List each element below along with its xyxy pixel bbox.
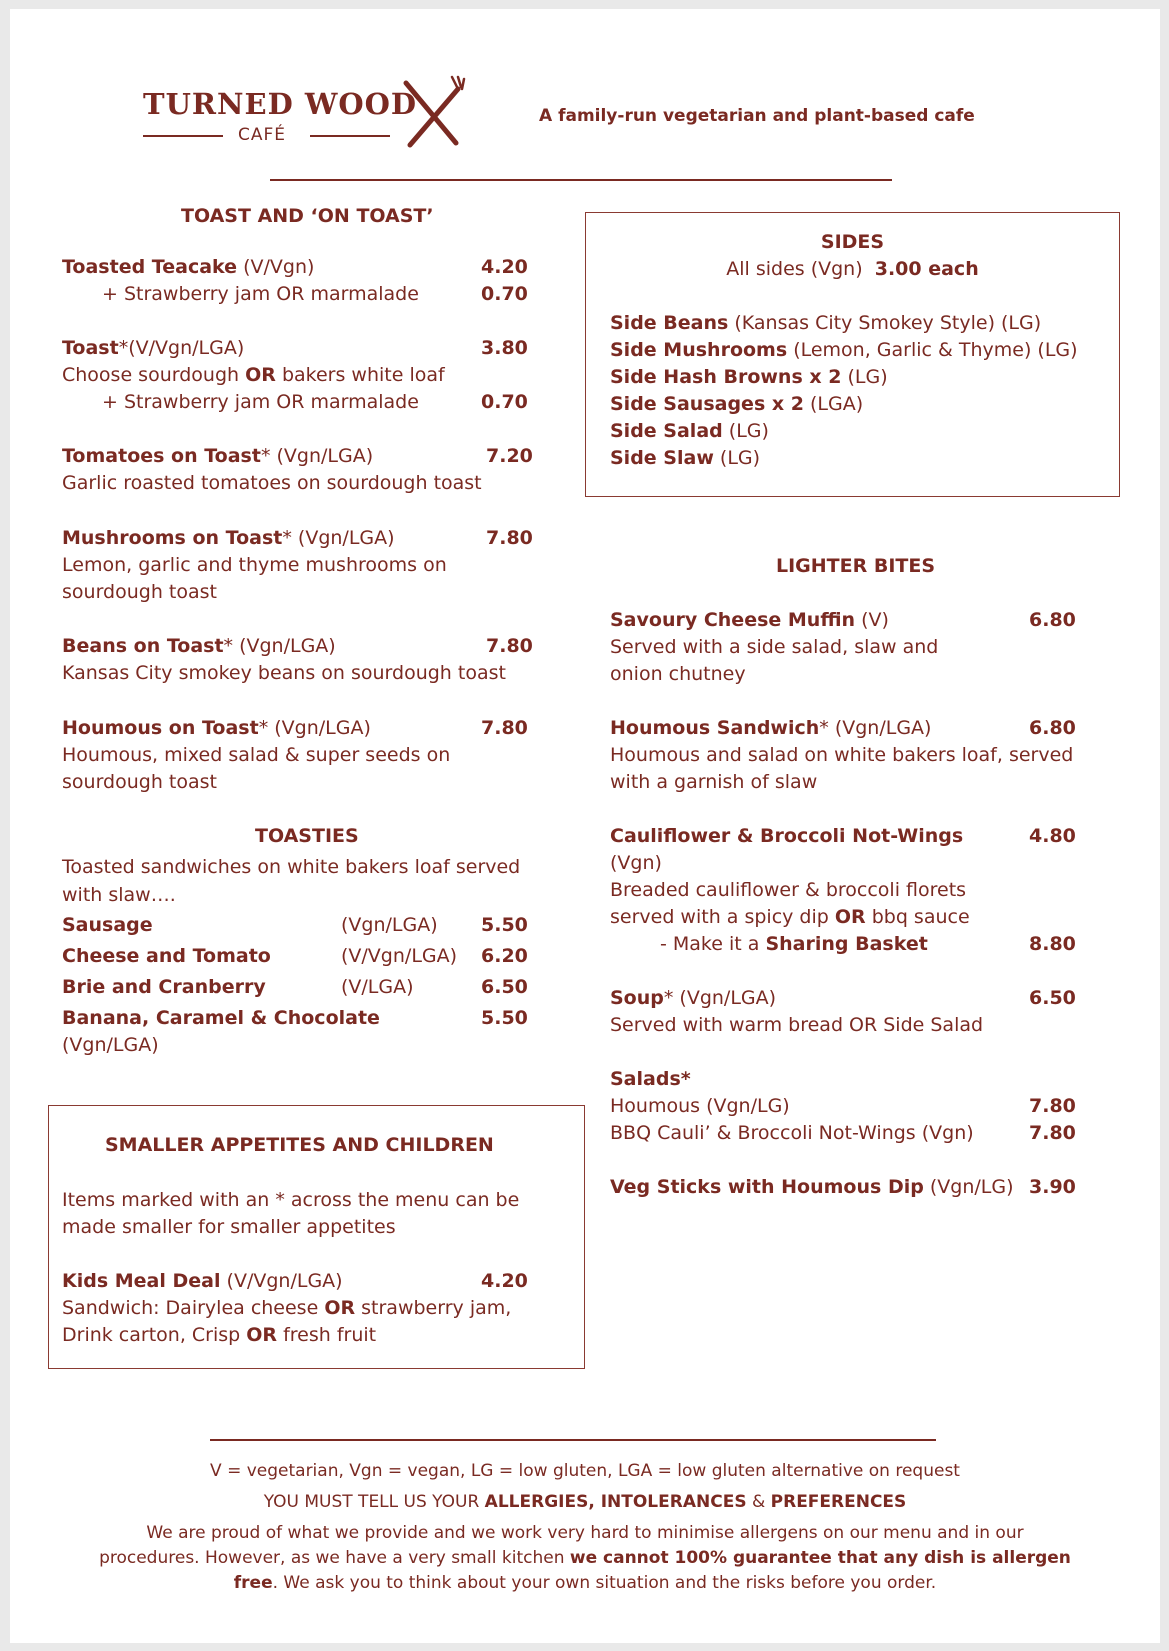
tomatoes-desc: Garlic roasted tomatoes on sourdough toast	[62, 472, 482, 494]
side-item: Side Mushrooms (Lemon, Garlic & Thyme) (LG)	[610, 339, 1078, 361]
kids-desc-2: Drink carton, Crisp OR fresh fruit	[62, 1324, 377, 1346]
smaller-desc-2: made smaller for smaller appetites	[62, 1216, 396, 1238]
item-mushrooms-on-toast: Mushrooms on Toast* (Vgn/LGA)	[62, 527, 395, 549]
muffin-desc-2: onion chutney	[610, 663, 746, 685]
price-toast-addon: 0.70	[481, 391, 528, 413]
price-houmous-sandwich: 6.80	[1029, 717, 1076, 739]
item-veg-sticks: Veg Sticks with Houmous Dip (Vgn/LG)	[610, 1176, 1014, 1198]
toasties-heading: TOASTIES	[255, 825, 359, 847]
item-cauliflower-not-wings: Cauliflower & Broccoli Not-Wings	[610, 825, 964, 847]
toastie-price: 6.20	[481, 945, 528, 967]
sandwich-desc-2: with a garnish of slaw	[610, 771, 818, 793]
price-sharing-basket: 8.80	[1029, 933, 1076, 955]
side-item: Side Slaw (LG)	[610, 447, 761, 469]
allergen-paragraph-2: procedures. However, as we have a very small kitchen we cannot 100% guarantee that any dish is allergen	[99, 1548, 1071, 1568]
logo-title: TURNED WOOD	[143, 87, 418, 121]
toastie-price: 5.50	[481, 914, 528, 936]
houmous-desc-2: sourdough toast	[62, 771, 217, 793]
dietary-key: V = vegetarian, Vgn = vegan, LG = low gluten, LGA = low gluten alternative on request	[210, 1461, 960, 1481]
beans-desc: Kansas City smokey beans on sourdough toast	[62, 662, 506, 684]
mushrooms-desc-2: sourdough toast	[62, 581, 217, 603]
header-divider	[270, 179, 892, 181]
item-toast: Toast*(V/Vgn/LGA)	[62, 337, 245, 359]
menu-page	[10, 9, 1160, 1643]
price-cauliflower-not-wings: 4.80	[1029, 825, 1076, 847]
toastie-name: Sausage	[62, 914, 153, 936]
smaller-desc-1: Items marked with an * across the menu can be	[62, 1189, 520, 1211]
side-item: Side Hash Browns x 2 (LG)	[610, 366, 888, 388]
price-houmous-on-toast: 7.80	[481, 717, 528, 739]
toastie-name: Brie and Cranberry	[62, 976, 266, 998]
toast-heading: TOAST AND ‘ON TOAST’	[181, 205, 434, 227]
price-toasted-teacake: 4.20	[481, 256, 528, 278]
item-beans-on-toast: Beans on Toast* (Vgn/LGA)	[62, 635, 336, 657]
toasties-desc-2: with slaw….	[62, 884, 176, 906]
footer-divider	[210, 1439, 936, 1441]
price-kids-meal-deal: 4.20	[481, 1270, 528, 1292]
side-item: Side Sausages x 2 (LGA)	[610, 393, 864, 415]
price-savoury-cheese-muffin: 6.80	[1029, 609, 1076, 631]
toastie-tags: (V/Vgn/LGA)	[341, 945, 458, 967]
side-item: Side Salad (LG)	[610, 420, 769, 442]
price-salad-houmous: 7.80	[1029, 1095, 1076, 1117]
allergy-notice: YOU MUST TELL US YOUR ALLERGIES, INTOLERANCES & PREFERENCES	[263, 1492, 907, 1512]
price-soup: 6.50	[1029, 987, 1076, 1009]
sides-subheading: All sides (Vgn) 3.00 each	[726, 258, 979, 280]
toastie-tags: (V/LGA)	[341, 976, 414, 998]
item-salads: Salads*	[610, 1068, 691, 1090]
cauli-desc-2: served with a spicy dip OR bbq sauce	[610, 906, 970, 928]
mushrooms-desc-1: Lemon, garlic and thyme mushrooms on	[62, 554, 447, 576]
price-salad-bbq: 7.80	[1029, 1122, 1076, 1144]
item-savoury-cheese-muffin: Savoury Cheese Muffin (V)	[610, 609, 889, 631]
item-kids-meal-deal: Kids Meal Deal (V/Vgn/LGA)	[62, 1270, 343, 1292]
muffin-desc-1: Served with a side salad, slaw and	[610, 636, 939, 658]
toast-addon: + Strawberry jam OR marmalade	[102, 391, 419, 413]
houmous-desc-1: Houmous, mixed salad & super seeds on	[62, 744, 451, 766]
price-toast: 3.80	[481, 337, 528, 359]
price-mushrooms-on-toast: 7.80	[486, 527, 533, 549]
toastie-price: 6.50	[481, 976, 528, 998]
toast-desc: Choose sourdough OR bakers white loaf	[62, 364, 445, 386]
salad-bbq: BBQ Cauli’ & Broccoli Not-Wings (Vgn)	[610, 1122, 974, 1144]
price-beans-on-toast: 7.80	[486, 635, 533, 657]
toastie-tags-last: (Vgn/LGA)	[62, 1034, 159, 1056]
teacake-addon: + Strawberry jam OR marmalade	[102, 283, 419, 305]
logo-subtitle: CAFÉ	[238, 125, 287, 145]
salad-houmous: Houmous (Vgn/LG)	[610, 1095, 790, 1117]
sides-heading: SIDES	[820, 231, 885, 253]
allergen-paragraph-1: We are proud of what we provide and we work very hard to minimise allergens on our menu and in our	[146, 1523, 1024, 1543]
price-teacake-addon: 0.70	[481, 283, 528, 305]
toastie-tags: (Vgn/LGA)	[341, 914, 438, 936]
lighter-heading: LIGHTER BITES	[776, 555, 936, 577]
item-toasted-teacake: Toasted Teacake (V/Vgn)	[62, 256, 315, 278]
item-tomatoes-on-toast: Tomatoes on Toast* (Vgn/LGA)	[62, 445, 374, 467]
knife-fork-icon	[398, 75, 470, 151]
allergen-paragraph-3: free. We ask you to think about your own situation and the risks before you order.	[233, 1573, 937, 1593]
smaller-heading: SMALLER APPETITES AND CHILDREN	[105, 1134, 494, 1156]
toasties-desc-1: Toasted sandwiches on white bakers loaf served	[62, 856, 521, 878]
side-item: Side Beans (Kansas City Smokey Style) (LG)	[610, 312, 1042, 334]
toastie-name: Banana, Caramel & Chocolate	[62, 1007, 380, 1029]
toastie-name: Cheese and Tomato	[62, 945, 271, 967]
sharing-basket: - Make it a Sharing Basket	[660, 933, 928, 955]
item-houmous-on-toast: Houmous on Toast* (Vgn/LGA)	[62, 717, 371, 739]
toastie-price: 5.50	[481, 1007, 528, 1029]
soup-desc: Served with warm bread OR Side Salad	[610, 1014, 984, 1036]
price-tomatoes-on-toast: 7.20	[486, 445, 533, 467]
sandwich-desc-1: Houmous and salad on white bakers loaf, served	[610, 744, 1074, 766]
logo-line-left	[143, 135, 223, 137]
cauli-tags: (Vgn)	[610, 852, 662, 874]
kids-desc-1: Sandwich: Dairylea cheese OR strawberry jam,	[62, 1297, 512, 1319]
logo-line-right	[310, 135, 390, 137]
cauli-desc-1: Breaded cauliflower & broccoli florets	[610, 879, 967, 901]
price-veg-sticks: 3.90	[1029, 1176, 1076, 1198]
item-houmous-sandwich: Houmous Sandwich* (Vgn/LGA)	[610, 717, 932, 739]
tagline: A family-run vegetarian and plant-based cafe	[539, 106, 975, 126]
item-soup: Soup* (Vgn/LGA)	[610, 987, 777, 1009]
